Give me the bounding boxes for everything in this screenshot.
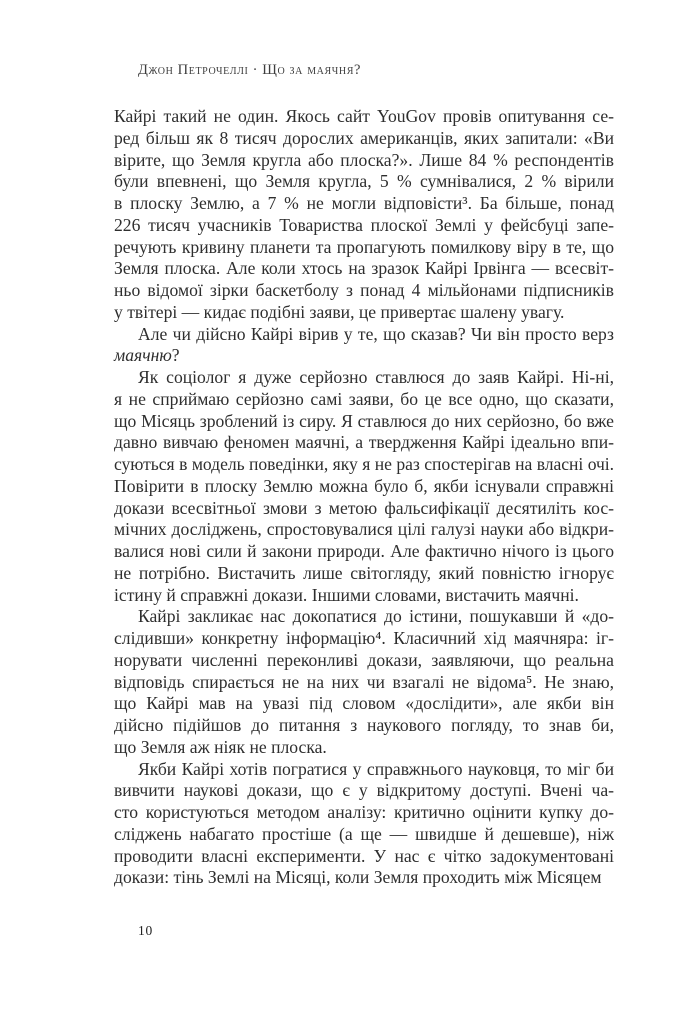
body-line: суються в модель поведінки, яку я не раз спостерігав на власні очі. (114, 454, 614, 474)
body-line: вивчити наукові докази, що є у відкритому доступі. Вчені ча- (114, 780, 614, 801)
body-line: що Місяць зроблений із сиру. Я ставлюся до них серйозно, бо вже (114, 410, 614, 431)
italic-text: маячню (114, 345, 172, 366)
running-header: Джон Петрочеллі · Що за маячня? (138, 62, 362, 78)
body-line: валися нові сили й закони природи. Але фактично нічого із цього (114, 541, 614, 561)
body-line: Кайрі такий не один. Якось сайт YouGov провів опитування се- (114, 106, 614, 126)
body-line: норувати численні переконливі докази, заявляючи, що реальна (114, 649, 614, 670)
body-line: давно вивчаю феномен маячні, а твердження Кайрі ідеально впи- (114, 432, 614, 453)
body-text (114, 106, 614, 889)
plain-text: ? (171, 345, 180, 366)
body-line: слідивши» конкретну інформацію⁴. Класичний хід маячняра: іг- (114, 628, 614, 648)
body-line: істину й справжні докази. Іншими словами, вистачить маячні. (114, 584, 579, 605)
body-line: Земля плоска. Але коли хтось на зразок Кайрі Ірвінга — всесвіт- (114, 258, 614, 279)
body-line: дійсно підійшов до питання з наукового погляду, то знав би, (114, 715, 614, 735)
body-line: Але чи дійсно Кайрі вірив у те, що сказав? Чи він просто верз (138, 323, 614, 344)
page-number: 10 (138, 923, 154, 938)
body-line: докази: тінь Землі на Місяці, коли Земля проходить між Місяцем (114, 867, 602, 888)
body-line: речують кривину планети та пропагують помилкову віру в те, що (114, 236, 614, 257)
body-line: докази всесвітньої змови з метою фальсифікації десятиліть кос- (114, 497, 614, 518)
body-line: сліджень набагато простіше (а ще — швидше й дешевше), ніж (114, 823, 614, 844)
body-line (114, 345, 614, 367)
body-line: сто користуються методом аналізу: критично оцінити купку до- (114, 802, 614, 822)
body-line: я не сприймаю серйозно самі заяви, бо це все одно, що сказати, (114, 388, 614, 409)
body-line: вірите, що Земля кругла або плоска?». Лише 84 % респондентів (114, 149, 614, 170)
body-line: Як соціолог я дуже серйозно ставлюся до заяв Кайрі. Ні-ні, (138, 367, 614, 387)
body-line: ред більш як 8 тисяч дорослих американців, яких запитали: «Ви (114, 127, 614, 148)
body-line: що Кайрі мав на увазі під словом «дослідити», але якби він (114, 693, 614, 714)
body-line: Повірити в плоску Землю можна було б, якби існували справжні (114, 475, 614, 496)
body-line: відповідь спирається не на них чи взагалі не відома⁵. Не знаю, (114, 671, 614, 692)
body-line: Якби Кайрі хотів погратися у справжнього науковця, то міг би (138, 758, 614, 779)
body-line: не потрібно. Вистачить лише світогляду, який повністю ігнорує (114, 562, 614, 583)
body-line: ньо відомої зірки баскетболу з понад 4 мільйонами підписників (114, 280, 614, 300)
body-line: в плоску Землю, а 7 % не могли відповісти³. Ба більше, понад (114, 193, 614, 213)
body-line: що Земля аж ніяк не плоска. (114, 736, 327, 757)
body-line: Кайрі закликає нас докопатися до істини, пошукавши й «до- (138, 606, 614, 627)
body-line: у твітері — кидає подібні заяви, це привертає шалену увагу. (114, 301, 565, 322)
body-line: були впевнені, що Земля кругла, 5 % сумнівалися, 2 % вірили (114, 171, 614, 192)
body-line: мічних досліджень, спростовувалися цілі галузі науки або відкри- (114, 519, 614, 540)
body-line: проводити власні експерименти. У нас є чітко задокументовані (114, 845, 614, 866)
body-line: 226 тисяч учасників Товариства плоскої Землі у фейсбуці запе- (114, 214, 614, 235)
